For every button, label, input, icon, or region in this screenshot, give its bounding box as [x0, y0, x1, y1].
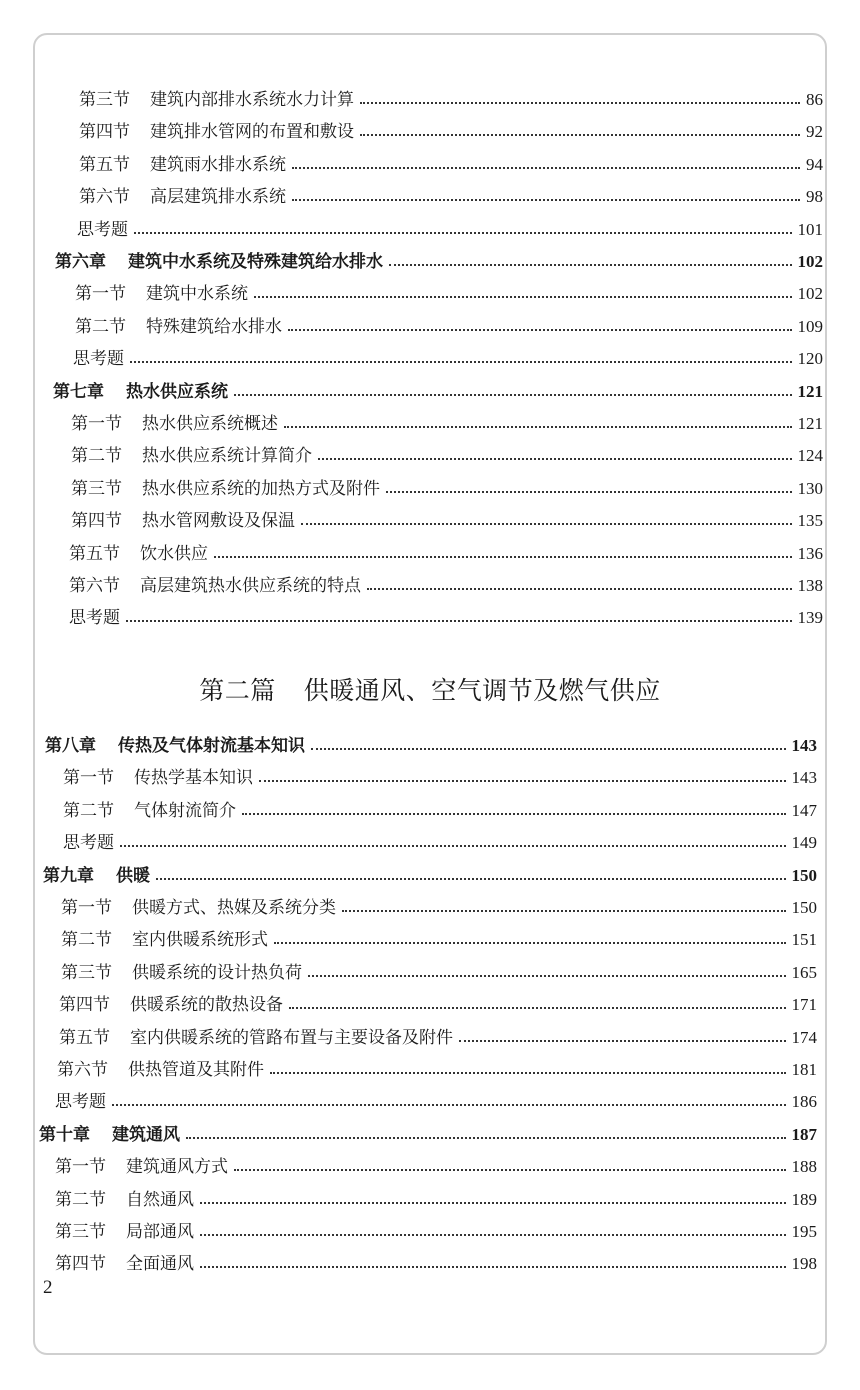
dot-leader [242, 813, 786, 815]
toc-page-number: 150 [791, 898, 817, 917]
toc-row[interactable] [61, 921, 817, 951]
part-title-text: 供暖通风、空气调节及燃气供应 [303, 676, 661, 705]
part-heading [35, 671, 825, 707]
toc-page-number: 186 [791, 1092, 817, 1111]
toc-page [33, 33, 827, 1355]
toc-title: 建筑排水管网的布置和敷设 [150, 122, 354, 142]
toc-page-number: 86 [806, 90, 823, 109]
toc-title: 思考题 [73, 349, 124, 369]
dot-leader [318, 458, 792, 460]
toc-title: 热水管网敷设及保温 [142, 511, 295, 531]
toc-title: 供暖系统的散热设备 [130, 995, 283, 1015]
toc-title: 高层建筑热水供应系统的特点 [140, 576, 361, 596]
toc-page-number: 150 [791, 866, 817, 885]
toc-page-number: 143 [791, 768, 817, 787]
toc-page-number: 181 [791, 1060, 817, 1079]
dot-leader [112, 1104, 786, 1106]
toc-page-number: 189 [791, 1190, 817, 1209]
toc-number: 第四节 [71, 511, 122, 531]
toc-page-number: 120 [797, 349, 823, 368]
dot-leader [360, 102, 800, 104]
toc-number: 第九章 [43, 866, 94, 886]
toc-row[interactable] [59, 1019, 817, 1049]
toc-title: 热水供应系统的加热方式及附件 [142, 479, 380, 499]
dot-leader [288, 329, 792, 331]
toc-page-number: 174 [791, 1028, 817, 1047]
toc-title: 建筑内部排水系统水力计算 [150, 90, 354, 110]
toc-row[interactable] [79, 146, 823, 176]
toc-number: 第八章 [45, 736, 96, 756]
dot-leader [126, 620, 792, 622]
toc-title: 局部通风 [126, 1222, 194, 1242]
toc-title: 建筑中水系统 [146, 284, 248, 304]
toc-title: 饮水供应 [140, 544, 208, 564]
toc-number: 第三节 [71, 479, 122, 499]
toc-number: 第四节 [55, 1254, 106, 1274]
toc-page-number: 98 [806, 187, 823, 206]
toc-page-number: 151 [791, 930, 817, 949]
toc-page-number: 147 [791, 801, 817, 820]
toc-row[interactable] [55, 1213, 817, 1243]
toc-number: 第六章 [55, 252, 106, 272]
toc-row[interactable] [71, 405, 823, 435]
toc-page-number: 165 [791, 963, 817, 982]
toc-number: 第三节 [79, 90, 130, 110]
toc-page-number: 195 [791, 1222, 817, 1241]
toc-row[interactable] [71, 437, 823, 467]
toc-row[interactable] [63, 824, 817, 854]
dot-leader [389, 264, 792, 266]
toc-page-number: 124 [797, 446, 823, 465]
page-number: 2 [43, 1277, 53, 1298]
dot-leader [186, 1137, 786, 1139]
toc-title: 供暖方式、热媒及系统分类 [132, 898, 336, 918]
toc-title: 思考题 [55, 1092, 106, 1112]
dot-leader [200, 1202, 786, 1204]
toc-row[interactable] [61, 889, 817, 919]
dot-leader [292, 167, 800, 169]
toc-title: 建筑通风 [112, 1125, 180, 1145]
toc-row[interactable] [59, 986, 817, 1016]
toc-number: 第五节 [69, 544, 120, 564]
dot-leader [156, 878, 786, 880]
toc-page-number: 121 [797, 382, 823, 401]
toc-row[interactable] [69, 535, 823, 565]
dot-leader [386, 491, 792, 493]
toc-number: 第一节 [71, 414, 122, 434]
toc-title: 热水供应系统 [126, 382, 228, 402]
toc-number: 第四节 [59, 995, 110, 1015]
dot-leader [120, 845, 786, 847]
toc-title: 特殊建筑给水排水 [146, 317, 282, 337]
toc-page-number: 102 [797, 284, 823, 303]
toc-chapter-row[interactable] [39, 1116, 817, 1146]
toc-page-number: 109 [797, 317, 823, 336]
toc-number: 第一节 [75, 284, 126, 304]
toc-number: 第六节 [79, 187, 130, 207]
toc-title: 室内供暖系统形式 [132, 930, 268, 950]
dot-leader [301, 523, 792, 525]
toc-page-number: 188 [791, 1157, 817, 1176]
toc-chapter-row[interactable] [55, 243, 823, 273]
toc-title: 传热学基本知识 [134, 768, 253, 788]
dot-leader [234, 394, 792, 396]
dot-leader [284, 426, 792, 428]
dot-leader [234, 1169, 786, 1171]
toc-number: 第六节 [57, 1060, 108, 1080]
toc-number: 第三节 [61, 963, 112, 983]
toc-chapter-row[interactable] [53, 373, 823, 403]
toc-page-number: 198 [791, 1254, 817, 1273]
toc-row[interactable] [55, 1148, 817, 1178]
toc-title: 供暖 [116, 866, 150, 886]
toc-number: 第二节 [71, 446, 122, 466]
toc-row[interactable] [57, 1051, 817, 1081]
toc-title: 传热及气体射流基本知识 [118, 736, 305, 756]
toc-title: 全面通风 [126, 1254, 194, 1274]
toc-number: 第十章 [39, 1125, 90, 1145]
toc-page-number: 130 [797, 479, 823, 498]
toc-number: 第二节 [55, 1190, 106, 1210]
toc-title: 思考题 [77, 220, 128, 240]
toc-title: 高层建筑排水系统 [150, 187, 286, 207]
toc-row[interactable] [77, 211, 823, 241]
dot-leader [367, 588, 792, 590]
toc-title: 供暖系统的设计热负荷 [132, 963, 302, 983]
part-label: 第二篇 [199, 676, 276, 705]
dot-leader [459, 1040, 786, 1042]
toc-number: 第二节 [63, 801, 114, 821]
toc-chapter-row[interactable] [45, 727, 817, 757]
toc-title: 建筑中水系统及特殊建筑给水排水 [128, 252, 383, 272]
toc-row[interactable] [79, 178, 823, 208]
toc-row[interactable] [71, 502, 823, 532]
dot-leader [342, 910, 786, 912]
toc-page-number: 139 [797, 608, 823, 627]
toc-page-number: 135 [797, 511, 823, 530]
dot-leader [274, 942, 786, 944]
toc-row[interactable] [71, 470, 823, 500]
toc-number: 第一节 [55, 1157, 106, 1177]
toc-page-number: 187 [791, 1125, 817, 1144]
toc-row[interactable] [79, 81, 823, 111]
toc-page-number: 101 [797, 220, 823, 239]
dot-leader [254, 296, 792, 298]
toc-number: 第二节 [61, 930, 112, 950]
toc-number: 第四节 [79, 122, 130, 142]
toc-row[interactable] [55, 1083, 817, 1113]
toc-number: 第三节 [55, 1222, 106, 1242]
toc-title: 思考题 [69, 608, 120, 628]
toc-page-number: 143 [791, 736, 817, 755]
dot-leader [130, 361, 792, 363]
dot-leader [259, 780, 786, 782]
toc-row[interactable] [75, 308, 823, 338]
toc-number: 第七章 [53, 382, 104, 402]
toc-title: 思考题 [63, 833, 114, 853]
dot-leader [360, 134, 800, 136]
toc-chapter-row[interactable] [43, 857, 817, 887]
toc-page-number: 102 [797, 252, 823, 271]
toc-number: 第五节 [59, 1028, 110, 1048]
toc-title: 气体射流简介 [134, 801, 236, 821]
toc-number: 第一节 [63, 768, 114, 788]
toc-number: 第一节 [61, 898, 112, 918]
dot-leader [134, 232, 792, 234]
toc-row[interactable] [75, 275, 823, 305]
dot-leader [270, 1072, 786, 1074]
dot-leader [311, 748, 786, 750]
toc-number: 第五节 [79, 155, 130, 175]
dot-leader [214, 556, 792, 558]
toc-page-number: 171 [791, 995, 817, 1014]
dot-leader [289, 1007, 786, 1009]
toc-title: 供热管道及其附件 [128, 1060, 264, 1080]
toc-page-number: 136 [797, 544, 823, 563]
toc-page-number: 92 [806, 122, 823, 141]
toc-page-number: 94 [806, 155, 823, 174]
toc-row[interactable] [69, 599, 823, 629]
toc-row[interactable] [63, 759, 817, 789]
toc-title: 自然通风 [126, 1190, 194, 1210]
toc-title: 热水供应系统概述 [142, 414, 278, 434]
toc-row[interactable] [73, 340, 823, 370]
toc-row[interactable] [55, 1181, 817, 1211]
dot-leader [292, 199, 800, 201]
toc-number: 第二节 [75, 317, 126, 337]
toc-row[interactable] [61, 954, 817, 984]
toc-title: 建筑通风方式 [126, 1157, 228, 1177]
toc-title: 热水供应系统计算简介 [142, 446, 312, 466]
toc-row[interactable] [79, 113, 823, 143]
toc-number: 第六节 [69, 576, 120, 596]
toc-row[interactable] [63, 792, 817, 822]
toc-title: 建筑雨水排水系统 [150, 155, 286, 175]
dot-leader [308, 975, 786, 977]
toc-page-number: 149 [791, 833, 817, 852]
toc-row[interactable] [69, 567, 823, 597]
dot-leader [200, 1234, 786, 1236]
toc-row[interactable] [55, 1245, 817, 1275]
toc-page-number: 121 [797, 414, 823, 433]
toc-page-number: 138 [797, 576, 823, 595]
toc-title: 室内供暖系统的管路布置与主要设备及附件 [130, 1028, 453, 1048]
dot-leader [200, 1266, 786, 1268]
